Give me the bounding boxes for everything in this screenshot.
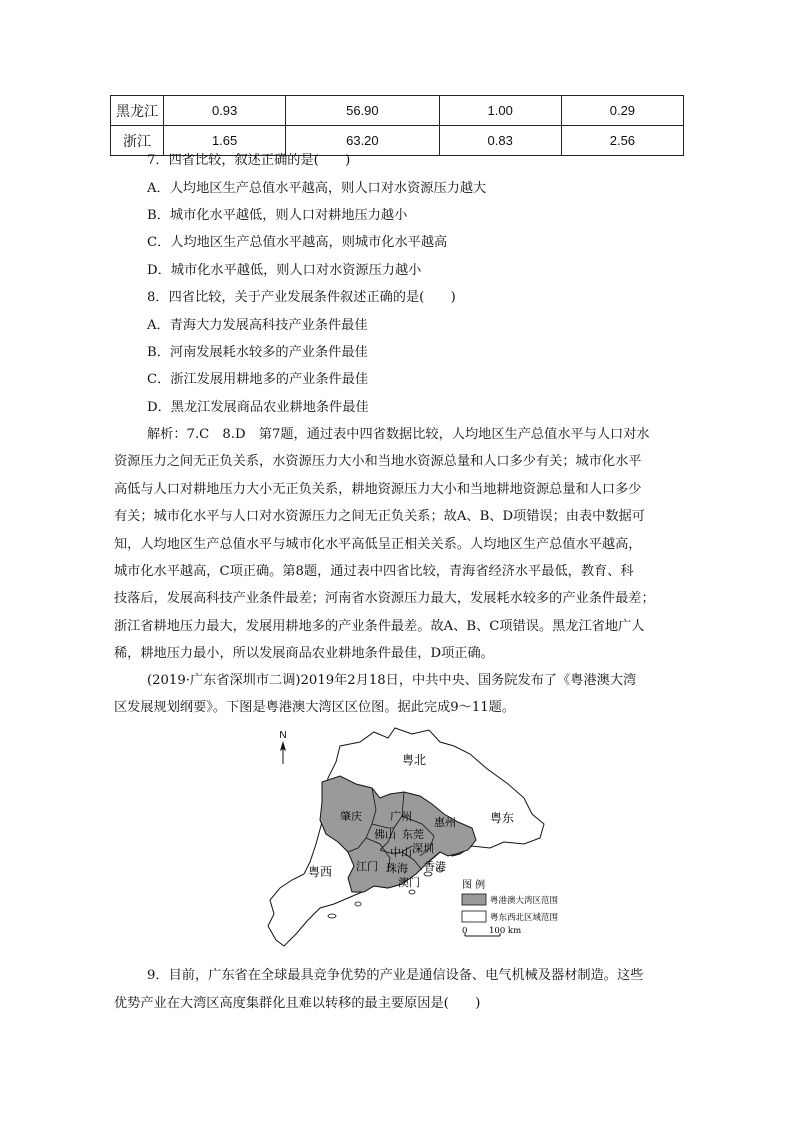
scale-start: 0 xyxy=(462,926,468,936)
legend-swatch-bay xyxy=(462,894,486,905)
province-cell: 浙江 xyxy=(111,126,164,156)
value-cell: 0.29 xyxy=(561,96,683,126)
city-label: 惠州 xyxy=(434,816,456,829)
q9-line: 优势产业在大湾区高度集群化且难以转移的最主要原因是( ) xyxy=(114,996,481,1011)
analysis-line: 解析：7.C 8.D 第7题，通过表中四省数据比较，人均地区生产总值水平与人口对水 xyxy=(147,427,650,442)
analysis-line: 资源压力之间无正负关系，水资源压力大小和当地水资源总量和人口多少有关；城市化水平 xyxy=(114,454,642,469)
analysis-line: 城市化水平越高，C项正确。第8题，通过表中四省比较，青海省经济水平最低，教育、科 xyxy=(114,564,634,579)
region-label-east: 粤东 xyxy=(490,811,515,825)
q8-option-a: A．青海大力发展高科技产业条件最佳 xyxy=(147,318,368,333)
city-label: 佛山 xyxy=(374,828,396,841)
legend-title: 图 例 xyxy=(462,880,486,891)
q7-option-d: D．城市化水平越低，则人口对水资源压力越小 xyxy=(147,263,422,278)
q8-option-c: C．浙江发展用耕地多的产业条件最佳 xyxy=(147,372,369,387)
city-label: 中山 xyxy=(390,846,412,859)
city-label: 珠海 xyxy=(386,862,408,875)
legend-bay-label: 粤港澳大湾区范围 xyxy=(490,896,559,906)
scale-end: 100 km xyxy=(489,926,522,936)
city-label: 香港 xyxy=(424,860,446,873)
analysis-line: 高低与人口对耕地压力大小无正负关系，耕地资源压力大小和当地耕地资源总量和人口多少 xyxy=(114,482,642,497)
q7-option-a: A．人均地区生产总值水平越高，则人口对水资源压力越大 xyxy=(147,181,487,196)
analysis-line: 知，人均地区生产总值水平与城市化水平高低呈正相关关系。人均地区生产总值水平越高， xyxy=(114,537,642,552)
city-label: 深圳 xyxy=(412,842,434,855)
legend-swatch-other xyxy=(462,911,486,922)
q8-stem: 8．四省比较，关于产业发展条件叙述正确的是( ) xyxy=(147,290,456,305)
province-cell: 黑龙江 xyxy=(111,96,164,126)
legend-other-label: 粤东西北区域范围 xyxy=(490,913,559,923)
q7-option-c: C．人均地区生产总值水平越高，则城市化水平越高 xyxy=(147,235,448,250)
bay-area-map xyxy=(262,724,632,956)
value-cell: 0.83 xyxy=(439,126,561,156)
region-label-north: 粤北 xyxy=(402,753,427,767)
map-svg xyxy=(262,724,632,956)
q7-stem: 7．四省比较，叙述正确的是( ) xyxy=(147,153,351,168)
q8-option-b: B．河南发展耗水较多的产业条件最佳 xyxy=(147,345,368,360)
map-legend xyxy=(462,878,558,936)
data-table xyxy=(110,95,684,156)
city-label: 江门 xyxy=(356,860,378,873)
value-cell: 56.90 xyxy=(286,96,439,126)
q8-option-d: D．黑龙江发展商品农业耕地条件最佳 xyxy=(147,400,369,415)
table-row xyxy=(111,96,684,126)
q7-option-b: B．城市化水平越低，则人口对耕地压力越小 xyxy=(147,208,408,223)
intro-line: (2019·广东省深圳市二调)2019年2月18日，中共中央、国务院发布了《粤港澳大湾 xyxy=(147,673,637,688)
q9-line: 9．目前，广东省在全球最具竞争优势的产业是通信设备、电气机械及器材制造。这些 xyxy=(147,968,644,983)
value-cell: 1.00 xyxy=(439,96,561,126)
analysis-line: 稀，耕地压力最小，所以发展商品农业耕地条件最佳，D项正确。 xyxy=(114,646,494,661)
intro-line: 区发展规划纲要》。下图是粤港澳大湾区区位图。据此完成9～11题。 xyxy=(114,700,516,715)
value-cell: 0.93 xyxy=(164,96,286,126)
city-label: 澳门 xyxy=(398,876,420,889)
region-label-west: 粤西 xyxy=(308,865,333,879)
value-cell: 2.56 xyxy=(561,126,683,156)
north-label: N xyxy=(279,730,287,741)
analysis-line: 有关；城市化水平与人口对水资源压力之间无正负关系；故A、B、D项错误；由表中数据可 xyxy=(114,509,645,524)
value-cell: 1.65 xyxy=(164,126,286,156)
analysis-line: 浙江省耕地压力最大，发展用耕地多的产业条件最差。故A、B、C项错误。黑龙江省地广人 xyxy=(114,619,645,634)
north-arrow xyxy=(279,730,286,764)
city-label: 肇庆 xyxy=(340,810,362,823)
analysis-line: 技落后，发展高科技产业条件最差；河南省水资源压力最大，发展耗水较多的产业条件最差； xyxy=(114,591,655,606)
value-cell: 63.20 xyxy=(286,126,439,156)
city-label: 东莞 xyxy=(402,828,424,841)
city-label: 广州 xyxy=(390,810,412,823)
